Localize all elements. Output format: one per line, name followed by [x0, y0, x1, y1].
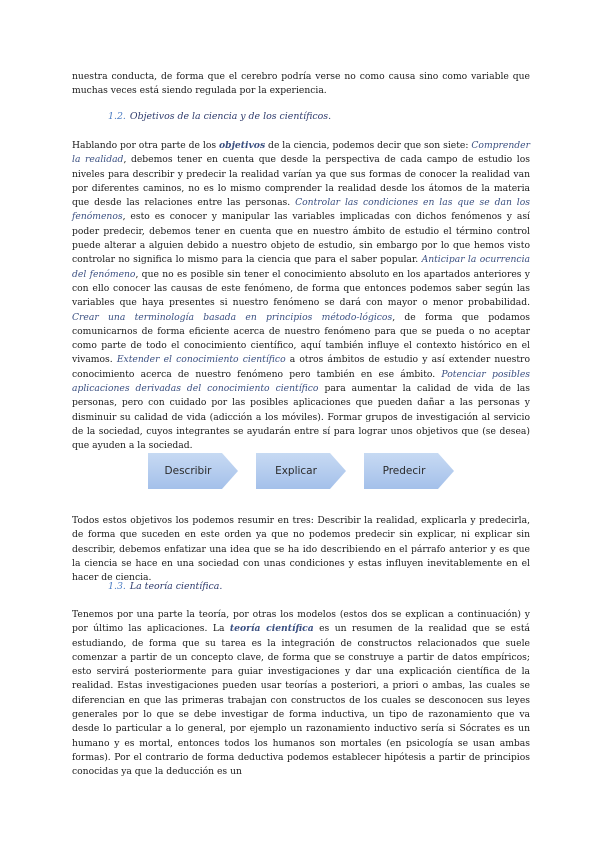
text-run: , que no es posible sin tener el conocimiento absoluto en los apartados anteriores y con ello conocer las causas de este fenómeno, de forma que entonces podemos saber según las variables que haya presentes si nuestro fenómeno se dará con mayor o menor probabilidad.	[72, 268, 530, 309]
section-number: 1.3.	[108, 581, 126, 592]
section-title: La teoría científica.	[129, 581, 223, 592]
objective-term: Extender el conocimiento científico	[116, 354, 286, 366]
chevron-step-explicar	[256, 453, 346, 489]
emphasis-term: teoría científica	[229, 623, 314, 635]
text-run: , esto es conocer y manipular las variables implicadas con dichos fenómenos y así poder predecir, debemos tener en cuenta que en nuestro ámbito de estudio el término control puede alterar a alguien debido a nuestro objeto de estudio, sin embargo por lo que hemos visto controlar no significa lo mismo para la ciencia que para el saber popular.	[72, 211, 530, 266]
paragraph-objectives	[72, 139, 530, 454]
objective-term: Anticipar la ocurrencia del fenómeno	[72, 254, 530, 280]
text-run: para aumentar la calidad de vida de las personas, pero con cuidado por las posibles aplicaciones que pueden dañar a las personas y disminuir su calidad de vida (adicción a los móviles). Formar grupos de investigación al servicio de la sociedad, cuyos integrantes se ayudarán entre sí para lograr unos objetivos que (se desea) que ayuden a la sociedad.	[72, 383, 530, 452]
text-run: de la ciencia, podemos decir que son siete:	[265, 140, 472, 151]
chevron-step-predecir	[364, 453, 454, 489]
objective-term: Crear una terminología basada en principios método-lógicos	[72, 311, 393, 323]
objective-term: Potenciar posibles aplicaciones derivadas del conocimiento científico	[72, 368, 530, 395]
chevron-label: Predecir	[382, 465, 426, 477]
emphasis-term: objetivos	[219, 140, 266, 151]
text-run: es un resumen de la realidad que se está estudiando, de forma que su tarea es la integración de constructos relacionados que suele comenzar a partir de un concepto clave, de forma que se construye a partir de datos empíricos; esto servirá posteriormente para guiar investigaciones y dar una explicación científica de la realidad. Estas investigaciones pueden usar teorías a posteriori, a priori o ambas, las cuales se diferencian en que las primeras trabajan con constructos de los cuales se desconocen sus leyes generales por lo que se debe investigar de forma inductiva, un tipo de razonamiento que va desde lo particular a lo general, por ejemplo un razonamiento inductivo sería si Sócrates es un humano y es mortal, entonces todos los humanos son mortales (en psicología se usan ambas formas). Por el contrario de forma deductiva podemos establecer hipótesis a partir de principios conocidas ya que la deducción es un	[72, 623, 530, 778]
section-heading-1-2	[72, 111, 331, 122]
section-number: 1.2.	[108, 111, 126, 122]
objective-term: Comprender la realidad	[72, 140, 531, 166]
objective-term: Controlar las condiciones en las que se dan los fenómenos	[72, 197, 530, 223]
text-run: a otros ámbitos de estudio y así extender nuestro conocimiento acerca de nuestro fenómeno pero también en ese ámbito.	[72, 354, 530, 380]
paragraph-theory	[72, 608, 530, 780]
text-run: Hablando por otra parte de los	[72, 140, 220, 151]
section-title: Objetivos de la ciencia y de los científicos.	[129, 111, 332, 122]
chevron-label: Explicar	[275, 465, 317, 477]
text-run: , debemos tener en cuenta que desde la perspectiva de cada campo de estudio los niveles para describir y predecir la realidad varían ya que sus formas de conocer la realidad van por diferentes caminos, no es lo mismo comprender la realidad desde los átomos de la materia que desde las relaciones entre las personas.	[72, 154, 530, 209]
chevron-label: Describir	[164, 465, 212, 477]
text-run: , de forma que podamos comunicarnos de forma eficiente acerca de nuestro fenómeno para que se pueda o no aceptar como parte de todo el conocimiento científico, aquí también influye el contexto histórico en el vivamos.	[72, 311, 530, 366]
chevron-step-describir	[148, 453, 238, 489]
section-heading-1-3	[72, 581, 222, 592]
paragraph-summary: Todos estos objetivos los podemos resumir en tres: Describir la realidad, explicarla y predecirla, de forma que suceden en este orden ya que no podemos predecir sin explicar, ni explicar sin describir, debemos enfatizar una idea que se ha ido describiendo en el párrafo anterior y es que la ciencia se hace en una sociedad con unas condiciones y estas influyen inevitablemente en el hacer de ciencia.	[72, 515, 530, 584]
text-run: Tenemos por una parte la teoría, por otras los modelos (estos dos se explican a continuación) y por último las aplicaciones. La	[72, 609, 530, 635]
process-chevron-diagram	[148, 453, 448, 489]
paragraph-intro: nuestra conducta, de forma que el cerebro podría verse no como causa sino como variable que muchas veces está siendo regulada por la experiencia.	[72, 71, 530, 97]
